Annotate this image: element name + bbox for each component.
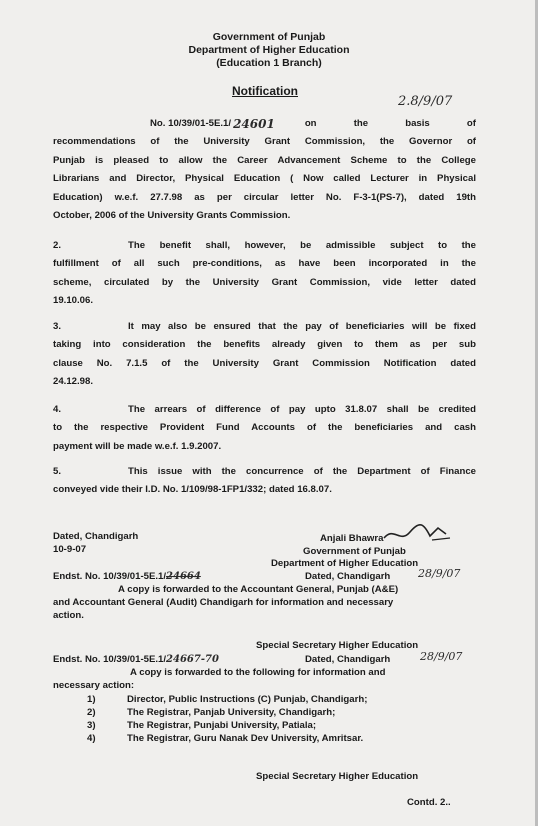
endorsement-1-number-handwritten: 24664 — [166, 571, 201, 582]
endorsement-1-dated: Dated, Chandigarh — [305, 571, 391, 582]
endorsement-1-date-handwritten: 28/9/07 — [418, 567, 461, 580]
endorsement-2-line-2: necessary action: — [53, 680, 135, 691]
paragraph-4-number: 4. — [53, 404, 62, 415]
endorsement-2-dated: Dated, Chandigarh — [305, 654, 391, 665]
paragraph-3-last-line: 24.12.98. — [53, 376, 94, 388]
paragraph-3-line: It may also be ensured that the pay of beneficiaries will be fixed — [128, 321, 476, 332]
distribution-list-item: 3) The Registrar, Punjabi University, Patiala; — [87, 720, 317, 731]
paragraph-2-line: fulfillment of all such pre-conditions, as have been incorporated in the — [53, 258, 476, 270]
paragraph-1-line: Education) w.e.f. 27.7.98 as per circular letter No. F-3-1(PS-7), dated 19th — [53, 191, 476, 203]
word-on: on — [304, 118, 317, 129]
paragraph-4-line: The arrears of difference of pay upto 31.8.07 shall be credited — [128, 404, 476, 415]
endorsement-1-line-1: A copy is forwarded to the Accountant General, Punjab (A&E) — [118, 584, 399, 595]
continued-marker: Contd. 2.. — [407, 797, 451, 808]
header-block — [0, 31, 538, 70]
dated-place: Dated, Chandigarh — [53, 531, 139, 542]
paragraph-5-last-line: conveyed vide their I.D. No. 1/109/98-1FP1/332; dated 16.8.07. — [53, 484, 332, 496]
handwritten-date: 2.8/9/07 — [398, 94, 453, 109]
signatory-government: Government of Punjab — [303, 546, 406, 557]
signatory-department: Department of Higher Education — [271, 558, 419, 569]
notification-number-handwritten: 24601 — [233, 117, 275, 131]
paragraph-4-line: to the respective Provident Fund Accounts of the beneficiaries and cash — [53, 422, 476, 434]
paragraph-3-line: taking into consideration the benefits already given to them as per sub — [53, 339, 476, 351]
paragraph-3-number: 3. — [53, 321, 62, 332]
distribution-list-item: 1) Director, Public Instructions (C) Punjab, Chandigarh; — [87, 694, 368, 705]
notification-number: No. 10/39/01-5E.1/ — [150, 118, 232, 129]
paragraph-5-line: This issue with the concurrence of the Department of Finance — [128, 466, 476, 477]
paragraph-5-number: 5. — [53, 466, 62, 477]
paragraph-2-line: scheme, circulated by the University Grant Commission, vide letter dated — [53, 276, 476, 288]
signatory-name: Anjali Bhawra — [320, 533, 384, 544]
paragraph-4 — [53, 401, 476, 456]
endorsement-2-number: Endst. No. 10/39/01-5E.1/24667-70 — [53, 654, 219, 665]
paragraph-5 — [53, 463, 476, 500]
distribution-list-item: 4) The Registrar, Guru Nanak Dev University, Amritsar. — [87, 733, 364, 744]
endorsement-2-number-handwritten: 24667-70 — [166, 654, 219, 665]
word-of: of — [466, 118, 476, 129]
paragraph-2-last-line: 19.10.06. — [53, 295, 94, 307]
paragraph-1-first-line — [53, 115, 476, 133]
paragraph-1-line: Punjab is pleased to allow the Career Advancement Scheme to the College — [53, 154, 476, 166]
endorsement-1-line-2: and Accountant General (Audit) Chandigarh for information and necessary — [53, 597, 394, 608]
paragraph-2-number: 2. — [53, 240, 62, 251]
dated-date: 10-9-07 — [53, 544, 87, 555]
paragraph-2-line: The benefit shall, however, be admissible subject to the — [128, 240, 476, 251]
word-basis: basis — [405, 118, 430, 129]
paragraph-1-last-line: October, 2006 of the University Grants Commission. — [53, 209, 291, 221]
endorsement-1-line-3: action. — [53, 610, 84, 621]
header-department: Department of Higher Education — [188, 44, 350, 56]
paragraph-2 — [53, 237, 476, 311]
endorsement-2-line-1: A copy is forwarded to the following for information and — [130, 667, 386, 678]
word-the: the — [353, 118, 369, 129]
endorsement-1-number: Endst. No. 10/39/01-5E.1/24664 — [53, 571, 201, 582]
paragraph-3-line: clause No. 7.1.5 of the University Grant Commission Notification dated — [53, 357, 476, 369]
paragraph-1-line: recommendations of the University Grant Commission, the Governor of — [53, 136, 476, 148]
notification-title: Notification — [232, 84, 298, 98]
endorsement-1-signature: Special Secretary Higher Education — [256, 640, 419, 651]
paragraph-1 — [53, 115, 476, 225]
distribution-list-item: 2) The Registrar, Panjab University, Chandigarh; — [87, 707, 336, 718]
endorsement-2-date-handwritten: 28/9/07 — [420, 650, 463, 663]
endorsement-2-signature: Special Secretary Higher Education — [256, 771, 419, 782]
header-branch: (Education 1 Branch) — [216, 57, 322, 69]
header-government: Government of Punjab — [212, 31, 326, 43]
paragraph-4-last-line: payment will be made w.e.f. 1.9.2007. — [53, 440, 222, 452]
paragraph-3 — [53, 318, 476, 392]
paragraph-1-line: Librarians and Director, Physical Education ( Now called Lecturer in Physical — [53, 173, 476, 185]
